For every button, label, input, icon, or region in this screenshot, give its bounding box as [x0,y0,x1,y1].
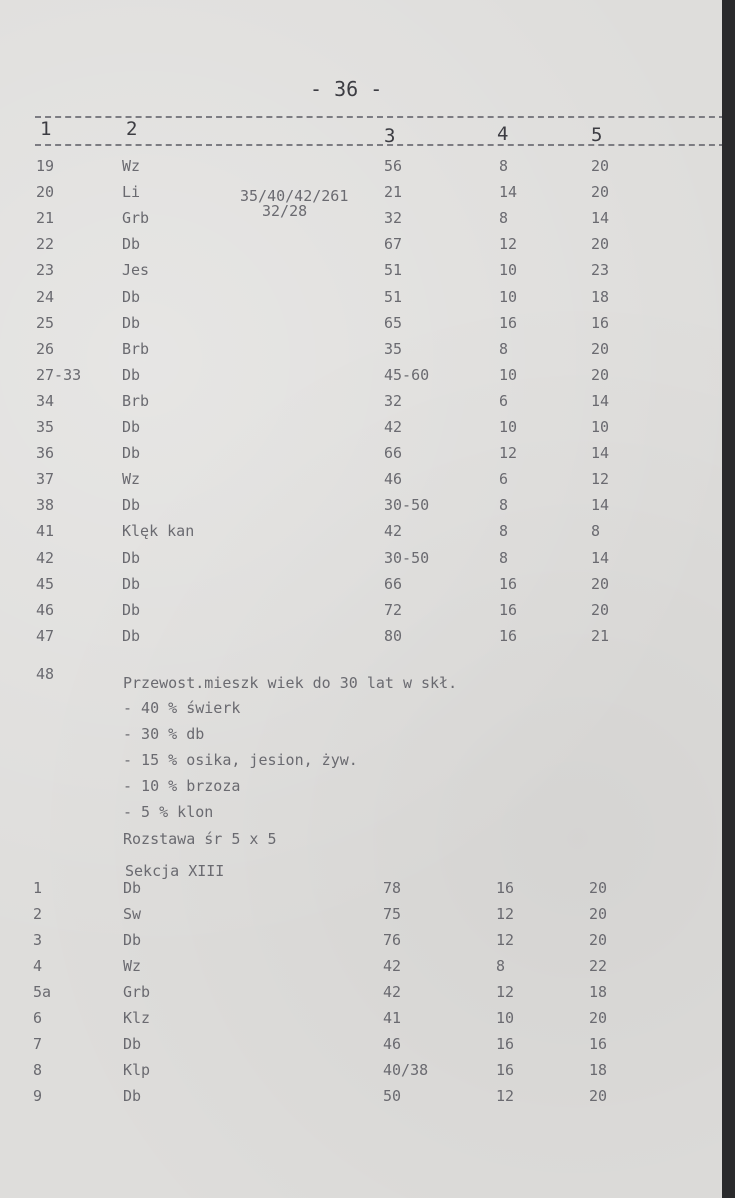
age-cell: 66 [384,574,403,593]
height-cell: 10 [499,261,518,280]
diameter-cell: 20 [591,183,610,202]
row-48-line: - 5 % klon [123,803,214,821]
species-cell: Klęk kan [122,522,195,541]
species-cell: Db [122,444,141,463]
diameter-cell: 20 [589,905,608,923]
age-cell: 65 [384,313,403,332]
header-rule-bottom [35,144,725,146]
age-cell: 30-50 [384,496,430,515]
row-number-cell: 7 [33,1035,43,1053]
age-cell: 41 [383,1009,402,1027]
age-cell: 50 [383,1087,402,1105]
height-cell: 12 [499,444,518,463]
column-header-2: 2 [126,118,138,140]
age-cell: 30-50 [384,548,430,567]
height-cell: 10 [499,418,518,436]
species-cell: Db [122,574,141,593]
row-number-cell: 19 [36,157,55,175]
row-20-note-line-2: 32/28 [262,202,308,220]
species-cell: Db [123,1087,142,1105]
row-number-cell: 35 [36,418,55,436]
species-cell: Db [122,496,141,515]
height-cell: 10 [499,365,518,384]
height-cell: 6 [499,391,509,410]
age-cell: 75 [383,905,402,923]
row-number-cell: 41 [36,522,55,541]
height-cell: 8 [499,157,509,175]
page-number: - 36 - [310,77,383,101]
age-cell: 42 [384,418,403,436]
row-number-cell: 21 [36,209,55,228]
species-cell: Wz [123,957,142,975]
age-cell: 40/38 [383,1061,429,1079]
species-cell: Db [122,548,141,567]
age-cell: 42 [383,957,402,975]
height-cell: 16 [496,1061,515,1079]
height-cell: 8 [496,957,506,975]
species-cell: Brb [122,339,150,358]
row-20-note-line-1: 35/40/42/261 [240,187,349,205]
diameter-cell: 21 [591,626,610,645]
diameter-cell: 20 [591,365,610,384]
diameter-cell: 20 [591,574,610,593]
row-number-cell: 9 [33,1087,43,1105]
column-header-3: 3 [384,125,396,147]
species-cell: Db [123,879,142,897]
species-cell: Jes [122,261,150,280]
height-cell: 8 [499,548,509,567]
row-number-cell: 1 [33,879,43,897]
height-cell: 10 [499,287,518,306]
row-number-cell: 34 [36,391,55,410]
row-48-number: 48 [36,665,55,683]
section-title: Sekcja XIII [125,862,225,880]
species-cell: Klz [123,1009,151,1027]
diameter-cell: 10 [591,418,610,436]
height-cell: 12 [496,905,515,923]
age-cell: 42 [383,983,402,1001]
age-cell: 32 [384,209,403,228]
height-cell: 12 [496,1087,515,1105]
species-cell: Db [122,313,141,332]
height-cell: 8 [499,522,509,541]
row-number-cell: 46 [36,600,55,619]
row-48-line: - 10 % brzoza [123,777,241,795]
height-cell: 12 [496,983,515,1001]
row-number-cell: 23 [36,261,55,280]
height-cell: 12 [496,931,515,949]
header-rule-top [35,116,725,118]
row-number-cell: 25 [36,313,55,332]
species-cell: Db [123,931,142,949]
height-cell: 12 [499,235,518,254]
age-cell: 46 [383,1035,402,1053]
age-cell: 51 [384,261,403,280]
diameter-cell: 18 [589,1061,608,1079]
diameter-cell: 14 [591,496,610,515]
species-cell: Brb [122,391,150,410]
diameter-cell: 20 [589,1087,608,1105]
diameter-cell: 16 [591,313,610,332]
row-number-cell: 42 [36,548,55,567]
age-cell: 35 [384,339,403,358]
age-cell: 56 [384,157,403,175]
species-cell: Db [122,418,141,436]
row-number-cell: 36 [36,444,55,463]
diameter-cell: 20 [591,235,610,254]
row-number-cell: 6 [33,1009,43,1027]
diameter-cell: 14 [591,391,610,410]
row-number-cell: 4 [33,957,43,975]
diameter-cell: 14 [591,209,610,228]
row-number-cell: 5a [33,983,52,1001]
diameter-cell: 18 [589,983,608,1001]
diameter-cell: 20 [591,600,610,619]
diameter-cell: 16 [589,1035,608,1053]
diameter-cell: 20 [589,879,608,897]
age-cell: 46 [384,470,403,489]
row-number-cell: 3 [33,931,43,949]
age-cell: 80 [384,626,403,645]
diameter-cell: 20 [589,931,608,949]
row-number-cell: 22 [36,235,55,254]
species-cell: Db [122,287,141,306]
height-cell: 14 [499,183,518,202]
column-header-5: 5 [591,124,603,146]
species-cell: Db [122,235,141,254]
height-cell: 16 [499,626,518,645]
age-cell: 78 [383,879,402,897]
age-cell: 72 [384,600,403,619]
species-cell: Wz [122,470,141,489]
height-cell: 6 [499,470,509,489]
row-48-line: - 40 % świerk [123,699,241,717]
row-48-line: - 15 % osika, jesion, żyw. [123,751,358,769]
row-number-cell: 8 [33,1061,43,1079]
species-cell: Db [123,1035,142,1053]
diameter-cell: 20 [591,157,610,175]
height-cell: 8 [499,496,509,515]
row-48-line: Przewost.mieszk wiek do 30 lat w skł. [123,674,458,692]
species-cell: Klp [123,1061,151,1079]
column-header-1: 1 [40,118,52,140]
age-cell: 32 [384,391,403,410]
height-cell: 16 [496,879,515,897]
species-cell: Db [122,626,141,645]
age-cell: 51 [384,287,403,306]
row-number-cell: 24 [36,287,55,306]
height-cell: 8 [499,209,509,228]
column-header-4: 4 [497,123,509,145]
row-48-line: Rozstawa śr 5 x 5 [123,830,277,848]
age-cell: 21 [384,183,403,202]
age-cell: 67 [384,235,403,254]
height-cell: 16 [499,313,518,332]
scan-edge [722,0,735,1198]
height-cell: 10 [496,1009,515,1027]
row-number-cell: 2 [33,905,43,923]
row-number-cell: 47 [36,626,55,645]
species-cell: Wz [122,157,141,175]
height-cell: 8 [499,339,509,358]
row-number-cell: 45 [36,574,55,593]
row-number-cell: 20 [36,183,55,202]
row-number-cell: 26 [36,339,55,358]
diameter-cell: 14 [591,548,610,567]
height-cell: 16 [496,1035,515,1053]
height-cell: 16 [499,600,518,619]
diameter-cell: 12 [591,470,610,489]
species-cell: Grb [122,209,150,228]
species-cell: Grb [123,983,151,1001]
diameter-cell: 23 [591,261,610,280]
species-cell: Li [122,183,141,202]
height-cell: 16 [499,574,518,593]
diameter-cell: 18 [591,287,610,306]
age-cell: 42 [384,522,403,541]
age-cell: 76 [383,931,402,949]
diameter-cell: 20 [589,1009,608,1027]
diameter-cell: 20 [591,339,610,358]
species-cell: Db [122,600,141,619]
diameter-cell: 14 [591,444,610,463]
row-number-cell: 38 [36,496,55,515]
species-cell: Db [122,365,141,384]
row-48-line: - 30 % db [123,725,205,743]
age-cell: 66 [384,444,403,463]
species-cell: Sw [123,905,142,923]
row-number-cell: 27-33 [36,365,82,384]
row-number-cell: 37 [36,470,55,489]
diameter-cell: 22 [589,957,608,975]
diameter-cell: 8 [591,522,601,541]
age-cell: 45-60 [384,365,430,384]
